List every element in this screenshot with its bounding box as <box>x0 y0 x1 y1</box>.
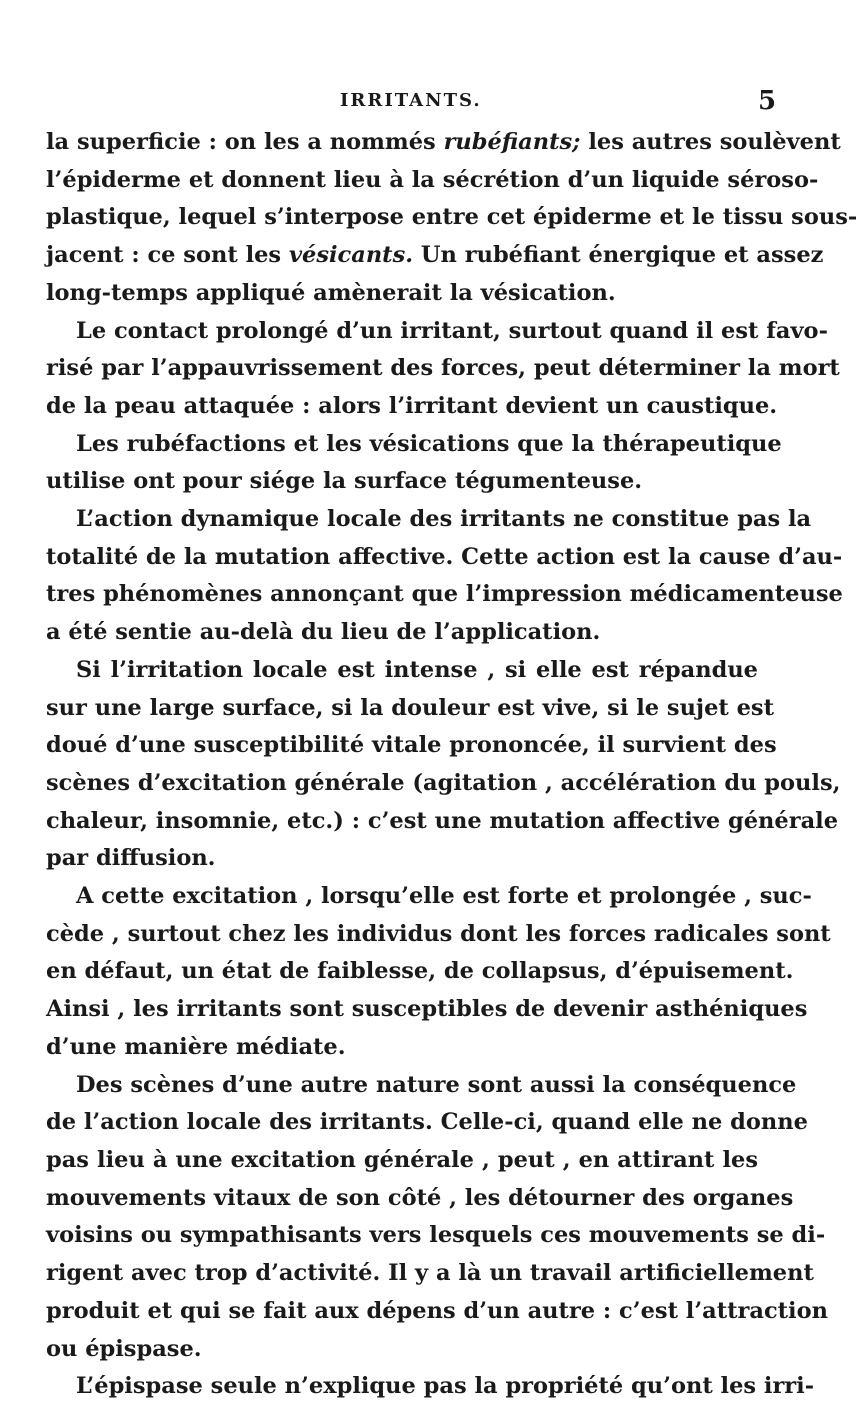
page-header <box>0 82 801 118</box>
text-line <box>46 878 812 916</box>
text-line <box>46 1217 826 1255</box>
text-segment: utilise ont pour siége la surface tégumenteuse. <box>46 468 643 495</box>
text-segment: Un rubéfiant énergique et assez <box>413 242 824 269</box>
text-line <box>46 953 794 991</box>
text-segment: de la peau attaquée : alors l’irritant devient un caustique. <box>46 392 778 419</box>
text-segment: doué d’une susceptibilité vitale prononcée, il survient des <box>46 732 777 759</box>
text-line <box>46 576 843 614</box>
text-segment: sur une large surface, si la douleur est vive, si le sujet est <box>46 694 774 721</box>
emphasized-term: vésicants. <box>288 242 414 269</box>
text-line <box>46 765 841 803</box>
text-line <box>46 1368 815 1406</box>
text-segment: jacent : ce sont les <box>46 242 289 269</box>
text-segment: scènes d’excitation générale (agitation , accélération du pouls, <box>46 769 841 796</box>
text-line <box>46 1293 828 1331</box>
text-line <box>46 1142 758 1180</box>
text-segment: cède , surtout chez les individus dont les forces radicales sont <box>46 920 831 947</box>
text-segment: tres phénomènes annonçant que l’impression médicamenteuse <box>46 581 843 608</box>
text-segment: Les rubéfactions et les vésications que la thérapeutique <box>76 430 782 457</box>
running-title: IRRITANTS. <box>340 90 482 111</box>
text-segment: risé par l’appauvrissement des forces, peut déterminer la mort <box>46 355 840 382</box>
text-line <box>46 840 758 878</box>
text-segment: l’épiderme et donnent lieu à la sécrétion d’un liquide séroso- <box>46 166 819 193</box>
text-line <box>46 124 841 162</box>
text-line <box>46 614 758 652</box>
text-segment: Si l’irritation locale est intense , si elle est répandue <box>76 656 758 683</box>
text-line <box>46 916 831 954</box>
text-line <box>46 501 812 539</box>
text-segment: L’action dynamique locale des irritants ne constitue pas la <box>76 506 812 533</box>
text-segment: Des scènes d’une autre nature sont aussi la conséquence <box>76 1071 797 1098</box>
text-segment: long-temps appliqué amènerait la vésication. <box>46 279 616 306</box>
text-segment: plastique, lequel s’interpose entre cet épiderme et le tissu sous- <box>46 204 857 231</box>
text-line <box>46 727 777 765</box>
text-segment: de l’action locale des irritants. Celle-ci, quand elle ne donne <box>46 1109 808 1136</box>
text-line <box>46 275 758 313</box>
text-segment: la superficie : on les a nommés <box>46 129 444 155</box>
text-segment: produit et qui se fait aux dépens d’un autre : c’est l’attraction <box>46 1297 828 1324</box>
text-line <box>46 313 828 351</box>
text-segment: voisins ou sympathisants vers lesquels ces mouvements se di- <box>46 1222 826 1249</box>
text-line <box>46 539 843 577</box>
text-segment: L’épispase seule n’explique pas la propriété qu’ont les irri- <box>76 1373 815 1400</box>
text-line <box>46 350 840 388</box>
text-line <box>46 1067 797 1105</box>
text-segment: a été sentie au-delà du lieu de l’application. <box>46 619 601 646</box>
text-segment: totalité de la mutation affective. Cette action est la cause d’au- <box>46 543 843 570</box>
text-segment: Le contact prolongé d’un irritant, surtout quand il est favo- <box>76 317 828 344</box>
text-line <box>46 463 758 501</box>
text-segment: d’une manière médiate. <box>46 1033 346 1060</box>
text-segment: A cette excitation , lorsqu’elle est forte et prolongée , suc- <box>76 883 812 910</box>
text-line <box>46 199 857 237</box>
emphasized-term: rubéfiants; <box>443 129 581 155</box>
text-line <box>46 1331 758 1369</box>
text-line <box>46 803 839 841</box>
text-segment: Ainsi , les irritants sont susceptibles de devenir asthéniques <box>46 996 808 1023</box>
text-segment: mouvements vitaux de son côté , les détourner des organes <box>46 1184 794 1211</box>
text-segment: les autres soulèvent <box>580 129 841 155</box>
text-line <box>46 388 778 426</box>
text-line <box>46 1255 814 1293</box>
text-line <box>46 991 808 1029</box>
text-line <box>46 1029 758 1067</box>
text-segment: ou épispase. <box>46 1335 202 1362</box>
text-segment: pas lieu à une excitation générale , peut , en attirant les <box>46 1146 758 1173</box>
text-line <box>46 1180 794 1218</box>
text-line <box>46 426 782 464</box>
text-line <box>46 237 824 275</box>
text-line <box>46 690 774 728</box>
text-segment: chaleur, insomnie, etc.) : c’est une mutation affective générale <box>46 807 839 834</box>
text-segment: rigent avec trop d’activité. Il y a là un travail artificiellement <box>46 1260 814 1287</box>
text-line <box>46 1104 808 1142</box>
text-line <box>46 162 819 200</box>
text-segment: par diffusion. <box>46 845 216 872</box>
page-number: 5 <box>758 86 777 116</box>
text-line <box>46 652 758 690</box>
body-text <box>46 124 857 1406</box>
text-segment: en défaut, un état de faiblesse, de collapsus, d’épuisement. <box>46 958 794 985</box>
